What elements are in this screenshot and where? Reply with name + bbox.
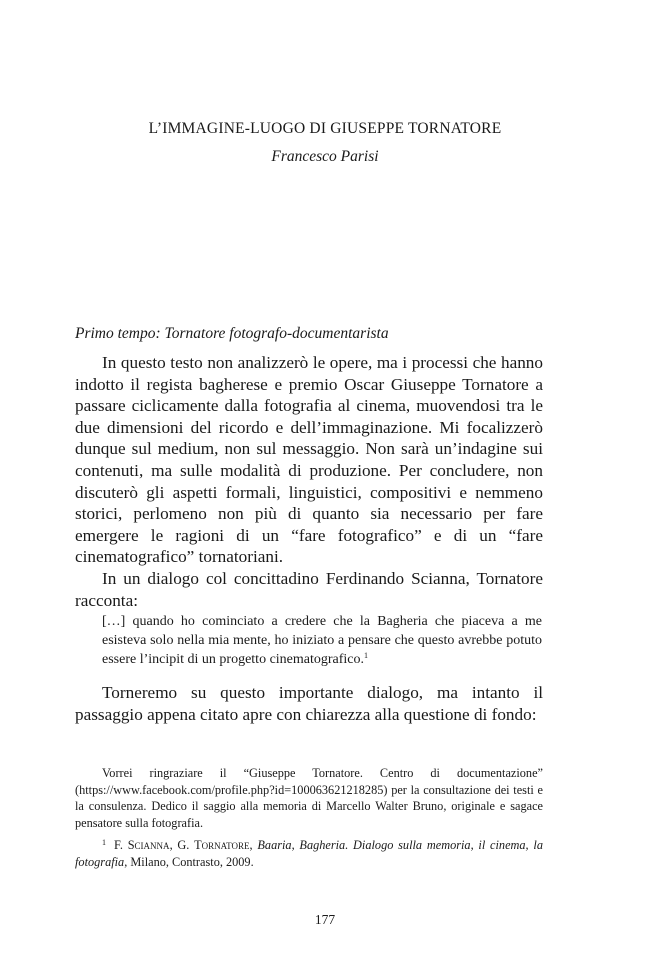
acknowledgement-note: Vorrei ringraziare il “Giuseppe Tornatore. Centro di documentazione” (https://www.facebook.com/profile.php?id=100063621218285) per la consultazione dei testi e la consulenza. Dedico il saggio alla memoria di Marcello Walter Bruno, originale e sagace pensatore sulla fotografia. xyxy=(75,766,543,830)
page-number: 177 xyxy=(314,912,336,927)
block-quote xyxy=(102,612,542,670)
paragraph: In un dialogo col concittadino Ferdinando Scianna, Tornatore racconta: xyxy=(75,568,543,610)
footnote-author-initial: F. xyxy=(114,838,128,853)
author-name: Francesco Parisi xyxy=(271,148,379,165)
footnotes xyxy=(75,765,543,871)
footnote-work-title: Baaria, Bagheria. Dialogo sulla memoria, il cinema, la fotografia xyxy=(75,838,543,869)
footnote-comma: , xyxy=(249,838,258,853)
quote-body: […] quando ho cominciato a credere che la Bagheria che piaceva a me esisteva solo nella mia mente, ho iniziato a pensare che questo avrebbe potuto essere l’incipit di un progetto cinematografico. xyxy=(102,614,542,668)
footnote-separator: , G. xyxy=(169,838,195,853)
paragraph: In questo testo non analizzerò le opere, ma i processi che hanno indotto il regista bagherese e premio Oscar Giuseppe Tornatore a passare ciclicamente dalla fotografia al cinema, muovendosi tra le due dimensioni del ricordo e dell’immaginazione. Mi focalizzerò dunque sul medium, non sul messaggio. Non sarà un’indagine sui contenuti, ma sulle modalità di produzione. Per concludere, non discuterò gli aspetti formali, linguistici, compositivi e nemmeno storici, perlomeno non più di quanto sia necessario per fare emergere le ragioni di un “fare fotografico” e di un “fare cinematografico” tornatoriani. xyxy=(75,353,543,567)
footnote-reference[interactable]: 1 xyxy=(364,651,369,661)
footnote-publication: , Milano, Contrasto, 2009. xyxy=(124,854,254,869)
footnote-marker: 1 xyxy=(102,838,106,848)
quote-text xyxy=(102,612,542,670)
footnote-1 xyxy=(75,835,543,870)
section-heading: Primo tempo: Tornatore fotografo-documentarista xyxy=(75,325,389,342)
body-text xyxy=(75,352,543,611)
footnote-author-surname: Tornatore xyxy=(194,838,250,853)
footnote-author-surname: Scianna xyxy=(127,838,170,853)
body-text-continued xyxy=(75,682,543,725)
paragraph: Torneremo su questo importante dialogo, ma intanto il passaggio appena citato apre con chiarezza alla questione di fondo: xyxy=(75,683,543,724)
chapter-title: L’IMMAGINE-LUOGO DI GIUSEPPE TORNATORE xyxy=(148,120,502,137)
